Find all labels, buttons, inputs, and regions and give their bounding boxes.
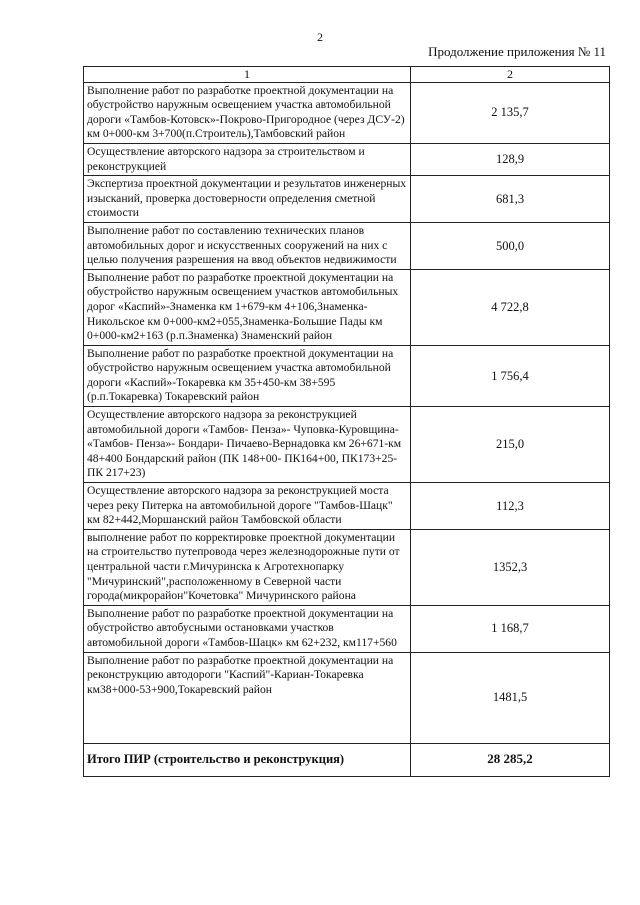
- row-description: Выполнение работ по разработке проектной документации на обустройство наружным освещением участка автомобильной дороги «Каспий»-Токаревка км 35+450-км 38+595 (р.п.Токаревка) Токаревский район: [84, 345, 411, 406]
- row-description: Осуществление авторского надзора за строительством и реконструкцией: [84, 143, 411, 175]
- row-value: 1 168,7: [411, 605, 610, 652]
- table-row: [84, 143, 610, 175]
- row-value: 215,0: [411, 407, 610, 483]
- total-value: 28 285,2: [411, 743, 610, 776]
- row-value: 4 722,8: [411, 269, 610, 345]
- row-value: 500,0: [411, 222, 610, 269]
- table-header-row: [84, 67, 610, 83]
- row-value: 681,3: [411, 176, 610, 223]
- table-row: [84, 176, 610, 223]
- row-value: 1 756,4: [411, 345, 610, 406]
- appendix-continuation-note: Продолжение приложения № 11: [428, 44, 606, 59]
- column-2-header: 2: [411, 67, 610, 83]
- row-value: 128,9: [411, 143, 610, 175]
- row-description: выполнение работ по корректировке проектной документации на строительство путепровода через железнодорожные пути от центральной части г.Мичуринска к Агротехнопарку "Мичуринский",расположенному в Северной части города(микрорайон"Кочетовка" Мичуринского района: [84, 529, 411, 605]
- table-row: [84, 652, 610, 743]
- table-row: [84, 529, 610, 605]
- table-row: [84, 605, 610, 652]
- row-description: Выполнение работ по составлению технических планов автомобильных дорог и искусственных сооружений на них с целью получения разрешения на ввод объектов недвижимости: [84, 222, 411, 269]
- table-row: [84, 407, 610, 483]
- table-row: [84, 345, 610, 406]
- row-description: Осуществление авторского надзора за реконструкцией моста через реку Питерка на автомобильной дороге "Тамбов-Шацк" км 82+442,Моршанский район Тамбовской области: [84, 483, 411, 530]
- table-row: [84, 483, 610, 530]
- row-description: Осуществление авторского надзора за реконструкцией автомобильной дороги «Тамбов- Пенза»- Чуповка-Куровщина- «Тамбов- Пенза»- Бондари- Пичаево-Вернадовка км 26+671-км 48+400 Бондарский район (ПК 148+00- ПК164+00, ПК173+25- ПК 217+23): [84, 407, 411, 483]
- table-row: [84, 222, 610, 269]
- row-description: Выполнение работ по разработке проектной документации на реконструкцию автодороги "Каспий"-Кариан-Токаревка км38+000-53+900,Токаревский район: [84, 652, 411, 743]
- column-1-header: 1: [84, 67, 411, 83]
- row-value: 1352,3: [411, 529, 610, 605]
- row-value: 112,3: [411, 483, 610, 530]
- row-value: 1481,5: [411, 652, 610, 743]
- table-row: [84, 269, 610, 345]
- row-description: Экспертиза проектной документации и результатов инженерных изысканий, проверка достоверности определения сметной стоимости: [84, 176, 411, 223]
- page-number: 2: [317, 30, 323, 44]
- row-value: 2 135,7: [411, 82, 610, 143]
- total-row: [84, 743, 610, 776]
- total-label: Итого ПИР (строительство и реконструкция): [84, 743, 411, 776]
- row-description: Выполнение работ по разработке проектной документации на обустройство наружным освещением участков автомобильных дорог «Каспий»-Знаменка км 1+679-км 4+106,Знаменка-Никольское км 0+000-км2+055,Знаменка-Большие Пады км 0+000-км2+163 (р.п.Знаменка) Знаменский район: [84, 269, 411, 345]
- row-description: Выполнение работ по разработке проектной документации на обустройство наружным освещением участка автомобильной дороги «Тамбов-Котовск»-Покрово-Пригородное (через ДСУ-2) км 0+000-км 3+700(п.Строитель),Тамбовский район: [84, 82, 411, 143]
- expenditure-table: [83, 66, 610, 777]
- table-row: [84, 82, 610, 143]
- row-description: Выполнение работ по разработке проектной документации на обустройство автобусными остановками участков автомобильной дороги «Тамбов-Шацк» км 62+232, км117+560: [84, 605, 411, 652]
